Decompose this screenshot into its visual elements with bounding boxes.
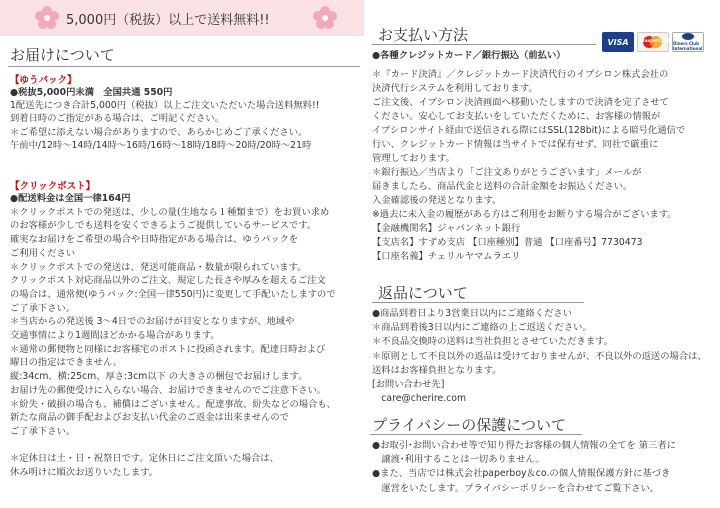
text-line: のお客様が少しでも送料を安くできるようご提供しているサービスです。 — [10, 220, 317, 232]
text-line: 確実なお届けをご希望の場合や日時指定がある場合は、ゆうパックを — [10, 234, 299, 246]
text-line: 決済代行システムを利用しております。 — [372, 83, 538, 94]
yupack-heading: 【ゆうパック】 — [10, 75, 77, 86]
text-line: 到着日時のご指定がある場合は、ご明記ください。 — [10, 113, 224, 125]
payment-title: お支払い方法 — [378, 26, 469, 44]
text-line: 届きましたら、商品代金と送料の合計金額をお振込ください。 — [372, 181, 633, 192]
text-line: ＊ご希望に添えない場合がありますので、あらかじめご了承ください。 — [10, 126, 308, 138]
text-line: の場合は、通常便(ゆうパック:全国一律550円)に変更して手配いたしますので — [10, 288, 336, 300]
text-line: ＊クリックポストでの発送は、発送可能商品・数量が限られています。 — [10, 261, 307, 273]
text-line: ●お取引･お問い合わせ等で知り得たお客様の個人情報の全てを 第三者に — [372, 440, 676, 451]
text-line: ＊通常の郵便物と同様にお客様宅のポストに投函されます。配達日時および — [10, 343, 326, 355]
returns-title: 返品について — [378, 284, 468, 302]
divider — [372, 302, 584, 303]
text-line: 新たな商品の御手配およびお支払い代金のご返金は出来ませんので — [10, 412, 289, 424]
text-line: ●また、当店では株式会社paperboy＆co.の個人情報保護方針に基づき — [372, 468, 671, 480]
text-line: 【支店名】すずめ支店 【口座種別】普通 【口座番号】7730473 — [372, 237, 643, 248]
divider — [372, 44, 596, 45]
text-line: 1配送先につき合計5,000円（税抜）以上ご注文いただいた場合送料無料!! — [10, 100, 320, 112]
diners-logo-icon — [672, 32, 704, 52]
text-line: お届け先の郵便受けに入らない場合、お届けできませんのでご注意下さい。 — [10, 384, 327, 396]
text-line: 行い、クレジットカード情報は当サイトでは保有せず、同社で厳重に — [372, 139, 659, 150]
text-line: 管理しております。 — [372, 153, 455, 164]
flower-icon — [34, 5, 60, 31]
text-line: 運営をいたします。プライバシーポリシーを合わせてご覧下さい。 — [372, 482, 659, 494]
text-line: ＊定休日は土・日・祝祭日です。定休日にご注文頂いた場合は、 — [10, 453, 279, 465]
divider — [8, 66, 360, 67]
text-line: ご了承下さい。 — [10, 302, 76, 314]
text-line: ください。安心してお支払いをしていただくために、お客様の情報が — [372, 111, 661, 122]
text-line: ＊『カード決済』／クレジットカード決済代行のイプシロン株式会社の — [372, 69, 669, 80]
text-line: 縦:34cm、横:25cm、厚さ:3cm以下 の大きさの梱包でお届けします。 — [10, 371, 308, 383]
text-line: 午前中/12時〜14時/14時〜16時/16時〜18時/18時〜20時/20時〜21時 — [10, 139, 312, 151]
mastercard-logo-icon — [637, 32, 669, 52]
text-line: ＊当店からの発送後 3〜4日でのお届けが目安となりますが、地域や — [10, 316, 295, 328]
divider — [370, 434, 582, 435]
clickpost-heading: 【クリックポスト】 — [10, 181, 96, 192]
text-line: 譲渡･利用することは一切ありません。 — [372, 454, 545, 466]
text-line: 休み明けに順次お送りいたします。 — [10, 467, 159, 478]
banner-text: 5,000円（税抜）以上で送料無料!! — [66, 13, 270, 28]
text-line: 送料はお客様負担となります。 — [372, 364, 502, 376]
mastercard-label: MasterCard — [640, 39, 670, 44]
text-line: 交通事情により1週間ほどかかる場合があります。 — [10, 330, 220, 341]
text-line: クリックポスト対応商品以外のご注文、規定した長さや厚みを超えるご注文 — [10, 275, 326, 287]
text-line: ●配送料金は全国一律164円 — [10, 193, 131, 204]
visa-logo-icon: VISA — [602, 32, 634, 52]
payment-lead: ●各種クレジットカード／銀行振込（前払い） — [372, 50, 566, 61]
text-line: ご注文後、イプシロン決済画面へ移動いたしますので決済を完了させて — [372, 97, 669, 108]
flower-icon — [312, 5, 338, 31]
text-line: 曜日の指定はできません。 — [10, 357, 123, 369]
text-line: イプシロンサイト経由で送信される際にはSSL(128bit)による暗号化通信で — [372, 125, 686, 136]
free-shipping-banner — [0, 0, 364, 36]
text-line: ご了承下さい。 — [10, 425, 76, 437]
text-line: ●商品到着日より3営業日以内にご連絡ください — [372, 308, 572, 319]
credit-card-logos — [602, 32, 704, 52]
text-line: ●税抜5,000円未満 全国共通 550円 — [10, 87, 173, 98]
text-line: ＊商品到着後3日以内にご連絡の上ご返送ください。 — [372, 322, 592, 334]
text-line: 入金確認後の発送となります。 — [372, 195, 502, 206]
text-line: ＊銀行振込／当店より「ご注文ありがとうございます」メールが — [372, 167, 642, 178]
text-line: [お問い合わせ先] — [372, 379, 445, 390]
text-line: ※過去に未入金の履歴がある方はご利用をお断りする場合がございます。 — [372, 209, 677, 220]
text-line: 【口座名義】チェリルヤマムラエリ — [372, 251, 521, 262]
text-line: ＊原則として不良以外の返品は受けておりませんが、不良以外の返送の場合は、 — [372, 350, 707, 362]
text-line[interactable]: care@cherire.com — [372, 393, 467, 405]
privacy-title: プライバシーの保護について — [372, 416, 566, 434]
delivery-title: お届けについて — [10, 46, 115, 64]
text-line: 【金融機関名】ジャパンネット銀行 — [372, 223, 521, 234]
text-line: ＊不良品交換時の送料は当社負担とさせていただきます。 — [372, 336, 613, 348]
diners-label: Diners Club International — [673, 41, 703, 51]
text-line: ＊クリックポストでの発送は、少しの量(生地なら１種類まで）をお買い求め — [10, 206, 330, 218]
text-line: ＊紛失・破損の場合も、補償はございません。配達事故、紛失などの場合も、 — [10, 398, 336, 410]
text-line: ご利用ください — [10, 247, 76, 259]
